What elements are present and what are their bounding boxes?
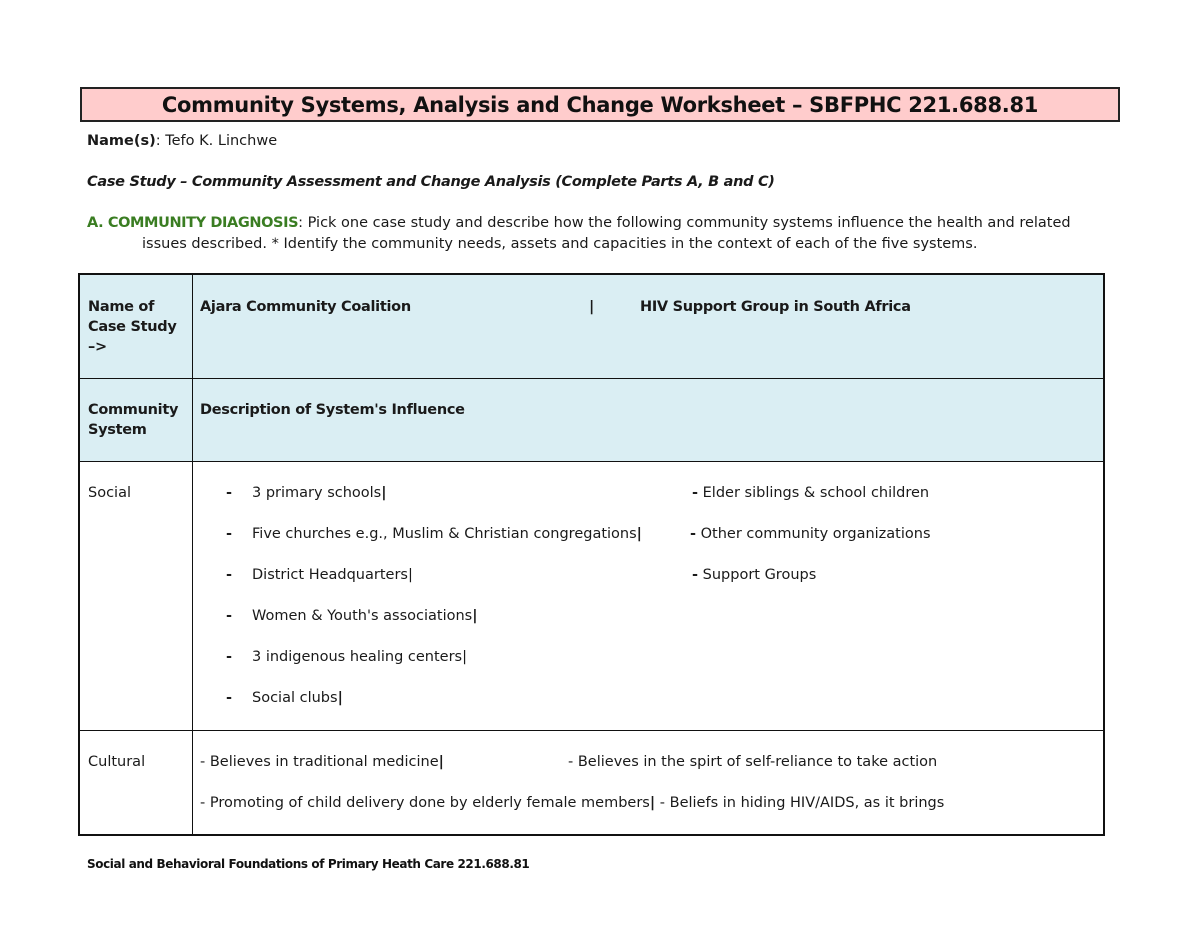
case-study-label-2: Case Study <box>88 319 177 335</box>
page-footer: Social and Behavioral Foundations of Primary Heath Care 221.688.81 <box>87 857 530 871</box>
dash-bullet: - <box>226 608 233 624</box>
social-label: Social <box>88 485 131 501</box>
system-label-2: System <box>88 422 147 438</box>
social-item: - District Headquarters| <box>226 567 413 583</box>
case-study-label-1: Name of <box>88 299 155 315</box>
column-divider <box>192 275 193 834</box>
diagnosis-text-2: issues described. * Identify the community needs, assets and capacities in the context of each of the five systems. <box>142 236 978 252</box>
social-item: - Women & Youth's associations| <box>226 608 478 624</box>
system-label-1: Community <box>88 402 179 418</box>
row-divider <box>80 378 1103 379</box>
case-study-1: Ajara Community Coalition <box>200 299 411 315</box>
cultural-item-right: - Believes in the spirt of self-reliance to take action <box>568 754 938 770</box>
names-line <box>87 133 277 149</box>
social-item-right: - Other community organizations <box>690 526 931 542</box>
page-title: Community Systems, Analysis and Change Worksheet – SBFPHC 221.688.81 <box>80 87 1120 122</box>
social-item-right: - Elder siblings & school children <box>692 485 930 501</box>
case-study-label-3: –> <box>88 339 107 355</box>
case-study-2: HIV Support Group in South Africa <box>640 299 911 315</box>
cultural-item: - Believes in traditional medicine| <box>200 754 444 770</box>
case-separator: | <box>589 299 594 315</box>
row-divider <box>80 730 1103 731</box>
description-header: Description of System's Influence <box>200 402 465 418</box>
case-study-heading: Case Study – Community Assessment and Change Analysis (Complete Parts A, B and C) <box>87 174 775 190</box>
dash-bullet: - <box>226 485 233 501</box>
diagnosis-text-1: : Pick one case study and describe how the following community systems influence the health and related <box>298 215 1071 231</box>
names-label: Name(s) <box>87 133 156 149</box>
social-item: - 3 indigenous healing centers| <box>226 649 467 665</box>
diagnosis-table <box>78 273 1105 836</box>
names-value: : Tefo K. Linchwe <box>155 133 278 149</box>
cultural-label: Cultural <box>88 754 146 770</box>
social-item-right: - Support Groups <box>692 567 817 583</box>
diagnosis-line <box>87 215 1071 231</box>
dash-bullet: - <box>226 690 233 706</box>
social-item: - Five churches e.g., Muslim & Christian congregations| <box>226 526 642 542</box>
diagnosis-label: A. COMMUNITY DIAGNOSIS <box>87 215 299 231</box>
cultural-item: - Promoting of child delivery done by elderly female members| - Beliefs in hiding HIV/AIDS, as it brings <box>200 795 945 811</box>
social-item: - Social clubs| <box>226 690 343 706</box>
social-item: - 3 primary schools| <box>226 485 387 501</box>
dash-bullet: - <box>226 649 233 665</box>
dash-bullet: - <box>226 567 233 583</box>
row-divider <box>80 461 1103 462</box>
dash-bullet: - <box>226 526 233 542</box>
